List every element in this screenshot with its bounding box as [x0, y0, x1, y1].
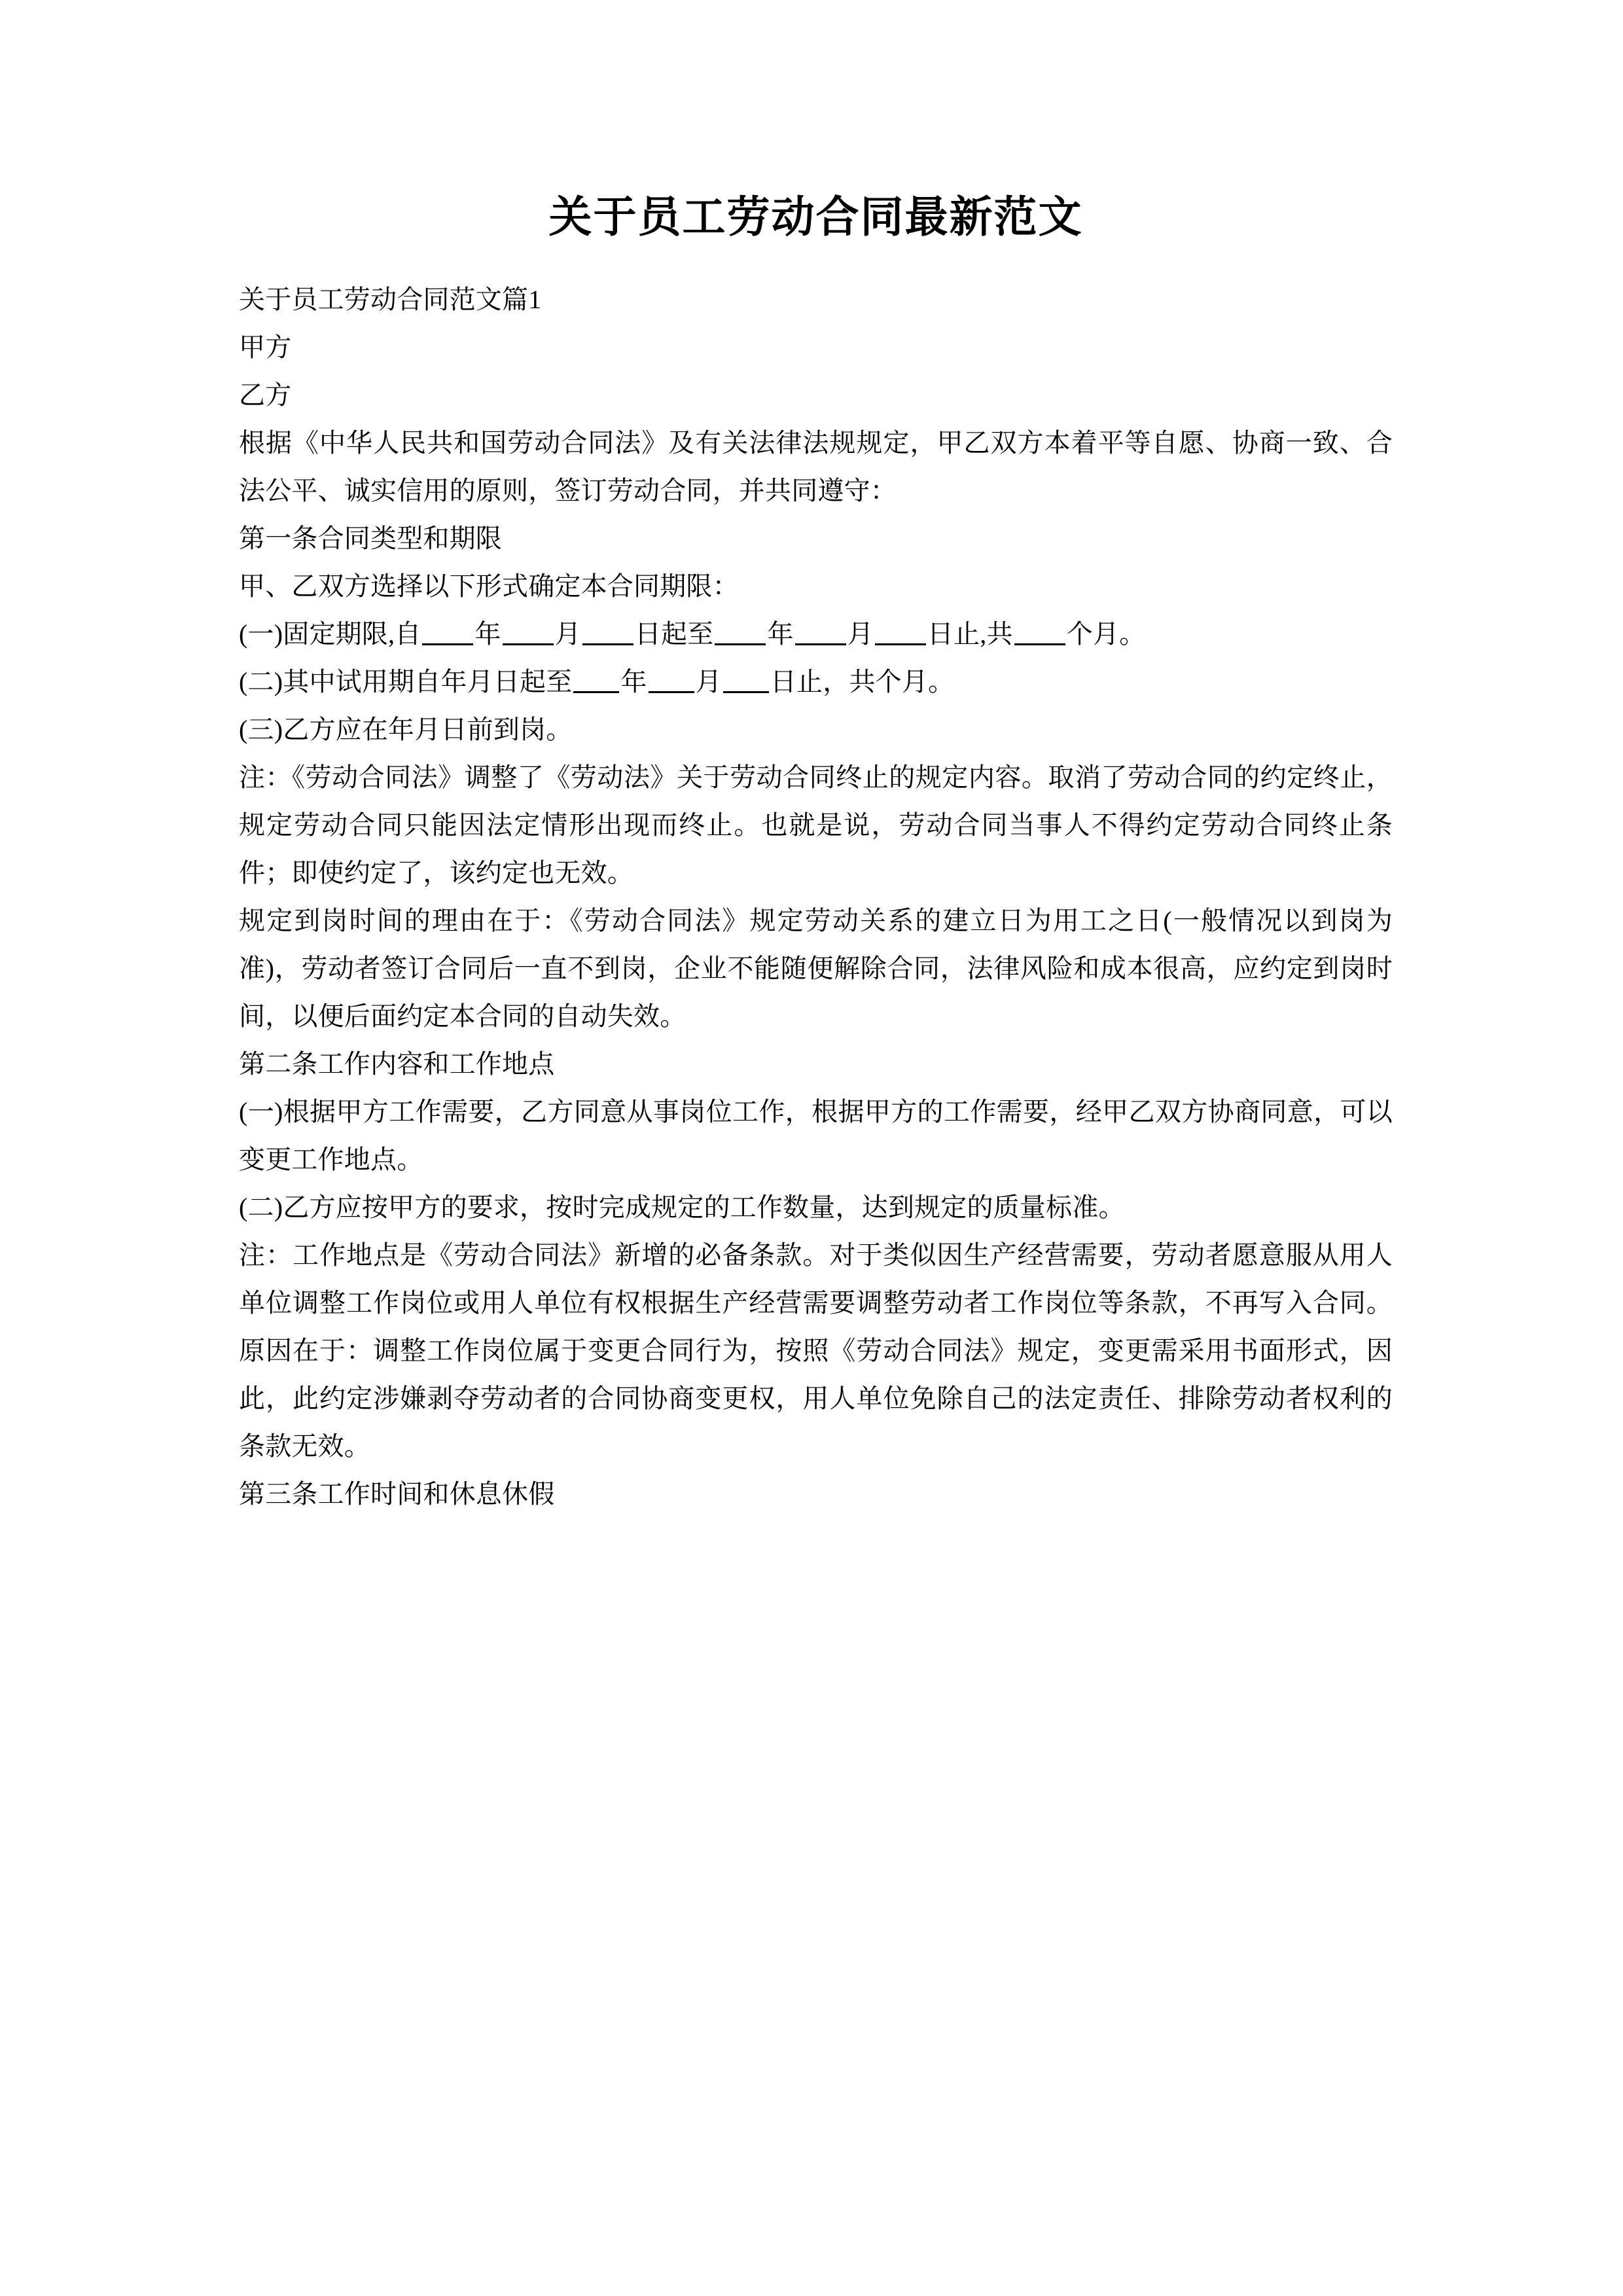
clause-2-2: (二)乙方应按甲方的要求，按时完成规定的工作数量，达到规定的质量标准。 [239, 1193, 1125, 1222]
clause-fixed-term-text-2: 年 [474, 619, 501, 649]
page-title: 关于员工劳动合同最新范文 [548, 194, 1083, 242]
clause-fixed-term-text-1: (一)固定期限,自 [239, 619, 421, 649]
clause-fixed-term-text-6: 月 [847, 619, 874, 649]
clause-probation-text-3: 月 [695, 667, 722, 696]
clause-probation-text-4: 日止，共个月。 [770, 667, 955, 696]
blank-end-day[interactable] [875, 643, 926, 645]
blank-end-year[interactable] [715, 643, 766, 645]
paragraph-article-1-intro: 甲、乙双方选择以下形式确定本合同期限： [239, 571, 739, 601]
paragraph-note-3: 注：工作地点是《劳动合同法》新增的必备条款。对于类似因生产经营需要，劳动者愿意服从用人单位调整工作岗位或用人单位有权根据生产经营需要调整劳动者工作岗位等条款，不再写入合同。原因在于：调整工作岗位属于变更合同行为，按照《劳动合同法》规定，变更需采用书面形式，因此，此约定涉嫌剥夺劳动者的合同协商变更权，用人单位免除自己的法定责任、排除劳动者权利的条款无效。 [239, 1240, 1393, 1461]
clause-fixed-term [239, 610, 1393, 658]
heading-article-2: 第二条工作内容和工作地点 [239, 1049, 555, 1079]
document-body [239, 240, 1393, 1518]
clause-probation-text-2: 年 [620, 667, 647, 696]
paragraph-party-a: 甲方 [239, 332, 292, 362]
paragraph-preamble: 根据《中华人民共和国劳动合同法》及有关法律法规规定，甲乙双方本着平等自愿、协商一致、合法公平、诚实信用的原则，签订劳动合同，并共同遵守： [239, 428, 1393, 505]
paragraph-party-b: 乙方 [239, 380, 292, 410]
blank-total-months[interactable] [1014, 643, 1065, 645]
blank-probation-end-year[interactable] [573, 691, 619, 693]
blank-start-year[interactable] [422, 643, 473, 645]
document-subtitle: 关于员工劳动合同范文篇1 [239, 285, 542, 314]
clause-2-1: (一)根据甲方工作需要，乙方同意从事岗位工作，根据甲方的工作需要，经甲乙双方协商同意，可以变更工作地点。 [239, 1097, 1393, 1174]
clause-fixed-term-text-3: 月 [554, 619, 581, 649]
blank-probation-end-day[interactable] [723, 691, 769, 693]
clause-fixed-term-text-7: 日止,共 [927, 619, 1013, 649]
heading-article-1: 第一条合同类型和期限 [239, 524, 502, 553]
blank-start-day[interactable] [582, 643, 633, 645]
blank-start-month[interactable] [503, 643, 554, 645]
blank-end-month[interactable] [795, 643, 846, 645]
blank-probation-end-month[interactable] [649, 691, 694, 693]
clause-probation [239, 658, 1393, 706]
clause-probation-text-1: (二)其中试用期自年月日起至 [239, 667, 573, 696]
heading-article-3: 第三条工作时间和休息休假 [239, 1479, 555, 1509]
document-content-column [239, 0, 1393, 1518]
clause-fixed-term-text-5: 年 [767, 619, 794, 649]
clause-fixed-term-text-4: 日起至 [634, 619, 714, 649]
paragraph-note-1: 注：《劳动合同法》调整了《劳动法》关于劳动合同终止的规定内容。取消了劳动合同的约定终止，规定劳动合同只能因法定情形出现而终止。也就是说，劳动合同当事人不得约定劳动合同终止条件；即使约定了，该约定也无效。 [239, 762, 1393, 888]
clause-fixed-term-text-8: 个月。 [1066, 619, 1146, 649]
clause-report-date: (三)乙方应在年月日前到岗。 [239, 715, 573, 744]
paragraph-note-2: 规定到岗时间的理由在于：《劳动合同法》规定劳动关系的建立日为用工之日(一般情况以到岗为准)，劳动者签订合同后一直不到岗，企业不能随便解除合同，法律风险和成本很高，应约定到岗时间，以便后面约定本合同的自动失效。 [239, 906, 1393, 1031]
